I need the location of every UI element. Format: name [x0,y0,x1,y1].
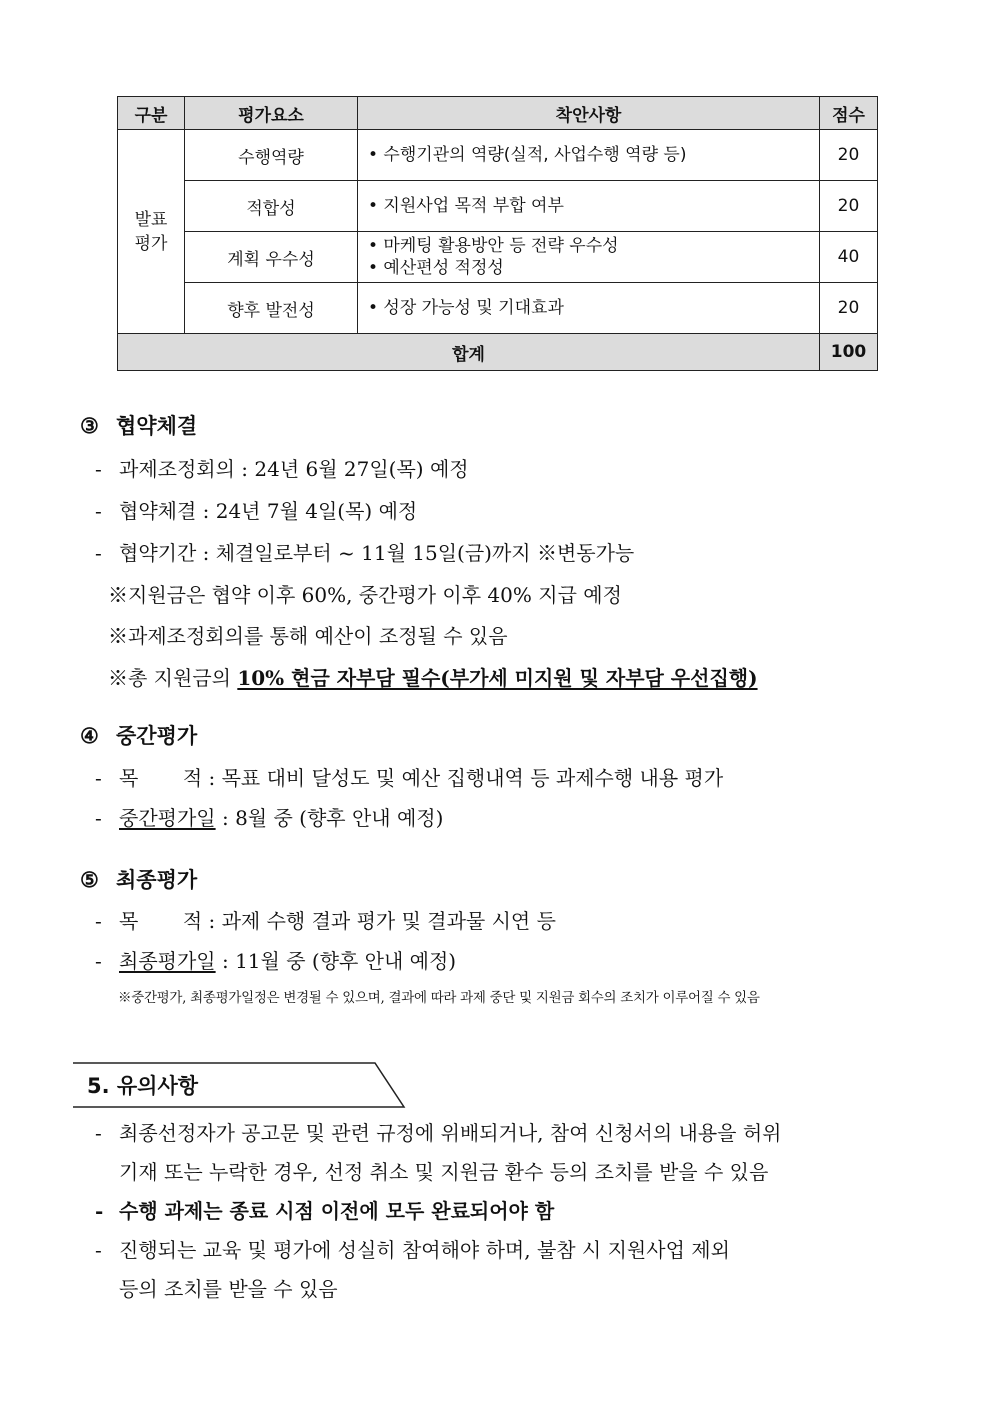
list-item [95,945,456,974]
section-title: 중간평가 [116,723,198,748]
item-text: : 목표 대비 달성도 및 예산 집행내역 등 과제수행 내용 평가 [202,766,724,790]
list-item [95,495,417,524]
list-item [95,905,556,934]
dash-bullet: - [95,541,102,565]
section-heading-contract [80,410,197,440]
points-cell [358,283,820,334]
dash-bullet: - [95,1238,102,1262]
element-cell: 수행역량 [185,130,358,181]
dash-bullet: - [95,806,102,830]
category-line-1: 발표 [134,209,168,230]
dash-bullet: - [95,1121,102,1145]
element-cell: 계획 우수성 [185,232,358,283]
table-total-row [118,334,878,371]
list-item [95,802,443,831]
notice-list [95,1114,925,1309]
element-cell: 적합성 [185,181,358,232]
section-number: ⑤ [80,867,99,892]
item-label: 중간평가일 [119,806,216,830]
note-text [108,662,758,691]
evaluation-table [117,96,878,371]
list-item [95,1231,925,1270]
category-cell [118,130,185,334]
header-element: 평가요소 [185,97,358,130]
section-number: ③ [80,413,99,438]
element-cell: 향후 발전성 [185,283,358,334]
table-row [118,130,878,181]
point-text: • 마케팅 활용방안 등 전략 우수성 [368,236,619,256]
section-heading-midterm [80,720,197,750]
item-label: 최종평가일 [119,949,216,973]
score-cell: 20 [820,130,878,181]
point-text: • 수행기관의 역량(실적, 사업수행 역량 등) [368,145,687,165]
table-row [118,232,878,283]
score-cell: 40 [820,232,878,283]
list-item [95,537,634,566]
item-label: 목 적 [119,766,203,790]
item-text: : 과제 수행 결과 평가 및 결과물 시연 등 [202,909,556,933]
total-label: 합계 [118,334,820,371]
list-item-continued: 등의 조치를 받을 수 있음 [119,1277,338,1301]
item-text: 협약기간 : 체결일로부터 ~ 11월 15일(금)까지 ※변동가능 [119,541,635,565]
table-header-row [118,97,878,130]
note-emphasis: 10% 현금 자부담 필수(부가세 미지원 및 자부담 우선집행) [237,666,758,690]
item-label: 목 적 [119,909,203,933]
header-points: 착안사항 [358,97,820,130]
dash-bullet: - [95,499,102,523]
score-cell: 20 [820,283,878,334]
item-text: 과제조정회의 : 24년 6월 27일(목) 예정 [119,457,469,481]
dash-bullet: - [95,949,102,973]
list-item [95,453,469,482]
header-category: 구분 [118,97,185,130]
table-row [118,181,878,232]
note-text: ※과제조정회의를 통해 예산이 조정될 수 있음 [108,624,508,648]
total-score: 100 [820,334,878,371]
item-text: : 8월 중 (향후 안내 예정) [215,806,444,830]
section-title: 협약체결 [116,413,198,438]
note-prefix: ※총 지원금의 [108,666,238,690]
item-text: 수행 과제는 종료 시점 이전에 모두 완료되어야 함 [119,1199,555,1223]
item-text: 진행되는 교육 및 평가에 성실히 참여해야 하며, 불참 시 지원사업 제외 [119,1238,730,1262]
dash-bullet: - [95,1199,104,1223]
points-cell [358,130,820,181]
points-cell [358,232,820,283]
notice-heading-tab [73,1062,406,1108]
list-item [95,1192,925,1231]
list-item [95,1114,925,1153]
score-cell: 20 [820,181,878,232]
section-title: 최종평가 [116,867,198,892]
dash-bullet: - [95,766,102,790]
point-text: • 지원사업 목적 부합 여부 [368,196,564,216]
dash-bullet: - [95,909,102,933]
dash-bullet: - [95,457,102,481]
category-line-2: 평가 [134,233,168,254]
point-text: • 성장 가능성 및 기대효과 [368,298,564,318]
points-cell [358,181,820,232]
footnote-text: ※중간평가, 최종평가일정은 변경될 수 있으며, 결과에 따라 과제 중단 및 지원금 회수의 조치가 이루어질 수 있음 [118,990,760,1006]
notice-heading: 5. 유의사항 [87,1074,199,1098]
header-score: 점수 [820,97,878,130]
section-number: ④ [80,723,99,748]
table-row [118,283,878,334]
point-text: • 예산편성 적정성 [368,258,504,278]
note-text: ※지원금은 협약 이후 60%, 중간평가 이후 40% 지급 예정 [108,583,622,607]
item-text: 협약체결 : 24년 7월 4일(목) 예정 [119,499,418,523]
section-heading-final [80,864,197,894]
list-item [95,762,723,791]
item-text: 최종선정자가 공고문 및 관련 규정에 위배되거나, 참여 신청서의 내용을 허위 [119,1121,782,1145]
list-item-continued: 기재 또는 누락한 경우, 선정 취소 및 지원금 환수 등의 조치를 받을 수 있음 [119,1160,769,1184]
item-text: : 11월 중 (향후 안내 예정) [215,949,457,973]
